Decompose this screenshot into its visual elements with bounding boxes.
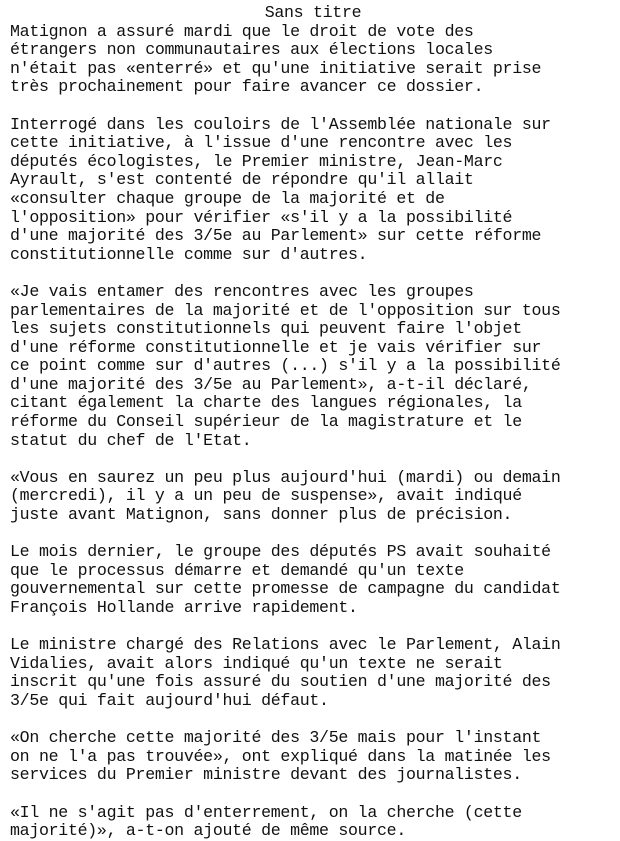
- text-line: d'une majorité des 3/5e au Parlement» sur cette réforme: [10, 226, 542, 246]
- text-line: Le mois dernier, le groupe des députés PS avait souhaité: [10, 542, 551, 562]
- text-line: «Vous en saurez un peu plus aujourd'hui (mardi) ou demain: [10, 467, 561, 487]
- text-line: Interrogé dans les couloirs de l'Assemblée nationale sur: [10, 114, 551, 134]
- document-title: Sans titre: [264, 3, 362, 22]
- paragraph: [10, 469, 616, 525]
- text-line: d'une réforme constitutionnelle et je vais vérifier sur: [10, 337, 542, 357]
- document-body: [10, 23, 616, 841]
- paragraph: [10, 23, 616, 97]
- text-line: majorité)», a-t-on ajouté de même source.: [10, 821, 406, 841]
- paragraph: [10, 543, 616, 617]
- paragraph: [10, 116, 616, 265]
- text-line: d'une majorité des 3/5e au Parlement», a-t-il déclaré,: [10, 374, 532, 394]
- paragraph: [10, 283, 616, 450]
- text-line: parlementaires de la majorité et de l'opposition sur tous: [10, 300, 561, 320]
- text-line: constitutionnelle comme sur d'autres.: [10, 244, 368, 264]
- text-line: très prochainement pour faire avancer ce dossier.: [10, 77, 484, 97]
- text-line: l'opposition» pour vérifier «s'il y a la possibilité: [10, 207, 513, 227]
- text-line: gouvernemental sur cette promesse de campagne du candidat: [10, 579, 561, 599]
- document-page: [10, 4, 616, 841]
- text-line: cette initiative, à l'issue d'une rencontre avec les: [10, 133, 513, 153]
- text-line: ce point comme sur d'autres (...) s'il y a la possibilité: [10, 356, 561, 376]
- text-line: réforme du Conseil supérieur de la magistrature et le: [10, 412, 522, 432]
- text-line: 3/5e qui fait aujourd'hui défaut.: [10, 690, 329, 710]
- text-line: n'était pas «enterré» et qu'une initiative serait prise: [10, 58, 542, 78]
- text-line: on ne l'a pas trouvée», ont expliqué dans la matinée les: [10, 746, 551, 766]
- text-line: que le processus démarre et demandé qu'un texte: [10, 560, 464, 580]
- text-line: les sujets constitutionnels qui peuvent faire l'objet: [10, 319, 522, 339]
- paragraph: [10, 729, 616, 785]
- text-line: (mercredi), il y a un peu de suspense», avait indiqué: [10, 486, 522, 506]
- text-line: citant également la charte des langues régionales, la: [10, 393, 522, 413]
- text-line: Vidalies, avait alors indiqué qu'un texte ne serait: [10, 653, 503, 673]
- text-line: «consulter chaque groupe de la majorité et de: [10, 188, 445, 208]
- text-line: juste avant Matignon, sans donner plus de précision.: [10, 505, 513, 525]
- text-line: François Hollande arrive rapidement.: [10, 598, 358, 617]
- text-line: Le ministre chargé des Relations avec le Parlement, Alain: [10, 635, 561, 655]
- text-line: «On cherche cette majorité des 3/5e mais pour l'instant: [10, 728, 542, 748]
- paragraph: [10, 636, 616, 710]
- text-line: inscrit qu'une fois assuré du soutien d'une majorité des: [10, 672, 551, 692]
- text-line: Ayrault, s'est contenté de répondre qu'il allait: [10, 170, 474, 190]
- paragraph: [10, 804, 616, 841]
- text-line: services du Premier ministre devant des journalistes.: [10, 765, 522, 785]
- text-line: Matignon a assuré mardi que le droit de vote des: [10, 21, 474, 41]
- text-line: «Il ne s'agit pas d'enterrement, on la cherche (cette: [10, 802, 522, 822]
- text-line: étrangers non communautaires aux élections locales: [10, 40, 493, 60]
- text-line: statut du chef de l'Etat.: [10, 430, 252, 450]
- text-line: députés écologistes, le Premier ministre, Jean-Marc: [10, 151, 503, 171]
- text-line: «Je vais entamer des rencontres avec les groupes: [10, 281, 474, 301]
